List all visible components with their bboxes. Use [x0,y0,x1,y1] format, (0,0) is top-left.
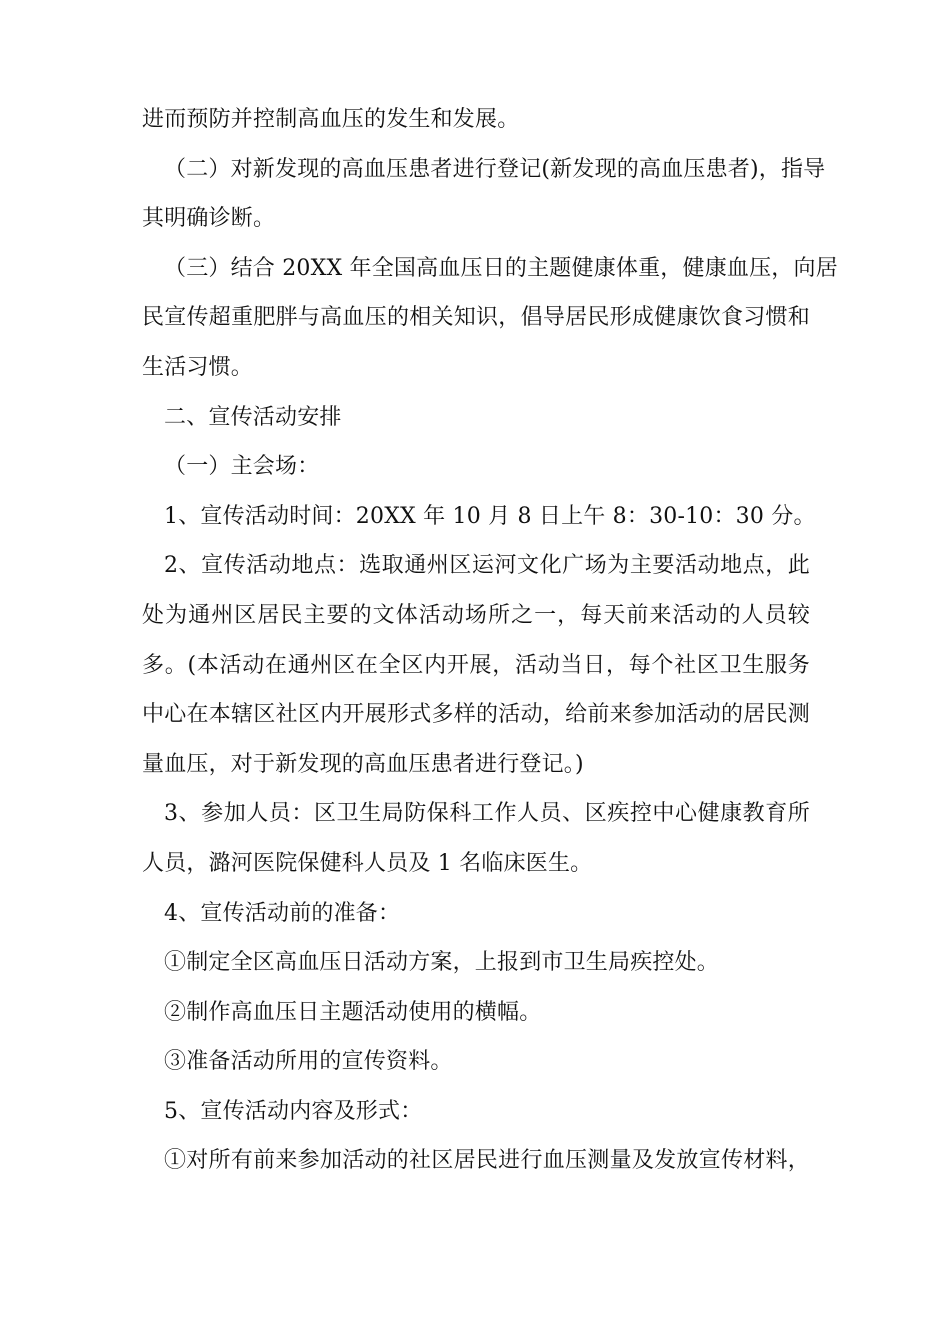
list-item: ②制作高血压日主题活动使用的横幅。 [164,999,542,1025]
paragraph-line: 处为通州区居民主要的文体活动场所之一，每天前来活动的人员较 [142,602,810,628]
paragraph-line: 1、宣传活动时间：20XX 年 10 月 8 日上午 8：30-10：30 分。 [164,503,816,529]
paragraph-line: （二）对新发现的高血压患者进行登记(新发现的高血压患者)，指导 [164,156,826,182]
paragraph-line: 量血压，对于新发现的高血压患者进行登记。) [142,751,584,777]
section-heading: 二、宣传活动安排 [164,404,342,430]
paragraph-line: 4、宣传活动前的准备： [164,900,401,926]
subsection-heading: （一）主会场： [164,454,320,480]
paragraph-line: 其明确诊断。 [142,206,276,232]
paragraph-line: 3、参加人员：区卫生局防保科工作人员、区疾控中心健康教育所 [164,801,810,827]
paragraph-line: 民宣传超重肥胖与高血压的相关知识，倡导居民形成健康饮食习惯和 [142,305,810,331]
paragraph-line: 多。(本活动在通州区在全区内开展，活动当日，每个社区卫生服务 [142,652,810,678]
paragraph-line: （三）结合 20XX 年全国高血压日的主题健康体重，健康血压，向居 [164,255,838,281]
paragraph-line: 生活习惯。 [142,354,254,380]
paragraph-line: 2、宣传活动地点：选取通州区运河文化广场为主要活动地点，此 [164,553,810,579]
paragraph-line: 5、宣传活动内容及形式： [164,1098,423,1124]
list-item: ①对所有前来参加活动的社区居民进行血压测量及发放宣传材料， [164,1148,810,1174]
paragraph-line: 中心在本辖区社区内开展形式多样的活动，给前来参加活动的居民测 [142,702,810,728]
paragraph-line: 进而预防并控制高血压的发生和发展。 [142,107,520,132]
paragraph-line: 人员，潞河医院保健科人员及 1 名临床医生。 [142,850,593,876]
document-body [142,95,838,1186]
list-item: ①制定全区高血压日活动方案，上报到市卫生局疾控处。 [164,950,720,976]
list-item: ③准备活动所用的宣传资料。 [164,1049,453,1075]
